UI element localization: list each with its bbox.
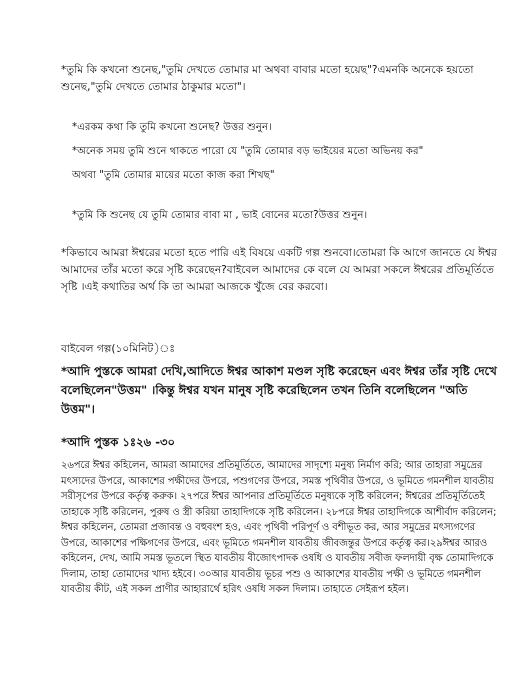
question-family-line: *তুমি কি শুনেছ যে তুমি তোমার বাবা মা , ভাই বোনের মতো?উত্তর শুনুন।	[72, 210, 368, 221]
example-mother-line: অথবা "তুমি তোমার মায়ের মতো কাজ করা শিখছ"	[72, 170, 275, 181]
intro-question-paragraph: *তুমি কি কখনো শুনেছ,"তুমি দেখতে তোমার মা অথবা বাবার মতো হয়েছ"?এমনকি অনেকে হয়তো শুনেছ,"তুমি দেখতে তোমার ঠাকুমার মতো"।	[61, 64, 474, 93]
genesis-summary-paragraph: *আদি পুস্তকে আমরা দেখি,আদিতে ঈশ্বর আকাশ মণ্ডল সৃষ্টি করেছেন এবং ঈশ্বর তাঁর সৃষ্টি দেখে বলেছিলেন"উত্তম" ।কিন্তু ঈশ্বর যখন মানুষ সৃষ্টি করেছিলেন তখন তিনি বলেছিলেন "অতি উত্তম"।	[61, 364, 497, 416]
genesis-scripture-text: ২৬পরে ঈশ্বর কহিলেন, আমরা আমাদের প্রতিমূর্তিতে, আমাদের সাদৃশ্যে মনুষ্য নির্মাণ করি; আর তাহারা সমুদ্রের মৎস্যদের উপরে, আকাশের পক্ষীদের উপরে, পশুগণের উপরে, সমস্ত পৃথিবীর উপরে, ও ভূমিতে গমনশীল যাবতীয় সরীসৃপের উপরে কর্তৃত্ব করুক। ২৭পরে ঈশ্বর আপনার প্রতিমূর্তিতে মনুষ্যকে সৃষ্টি করিলেন; ঈশ্বরের প্রতিমূর্তিতেই তাহাকে সৃষ্টি করিলেন, পুরুষ ও স্ত্রী করিয়া তাহাদিগকে সৃষ্টি করিলেন। ২৮পরে ঈশ্বর তাহাদিগকে আশীর্বাদ করিলেন; ঈশ্বর কহিলেন, তোমরা প্রজাবন্ত ও বহুবংশ হও, এবং পৃথিবী পরিপূর্ণ ও বশীভূত কর, আর সমুদ্রের মৎস্যগণের উপরে, আকাশের পক্ষিগণের উপরে, এবং ভূমিতে গমনশীল যাবতীয় জীবজন্তুর উপরে কর্তৃত্ব কর।২৯ঈশ্বর আরও কহিলেন, দেখ, আমি সমস্ত ভূতলে স্থিত যাবতীয় বীজোৎপাদক ওষধি ও যাবতীয় সবীজ ফলদায়ী বৃক্ষ তোমাদিগকে দিলাম, তাহা তোমাদের খাদ্য হইবে। ৩০আর যাবতীয় ভূচর পশু ও আকাশের যাবতীয় পক্ষী ও ভূমিতে গমনশীল যাবতীয় কীট, এই সকল প্রাণীর আহারার্থে হরিৎ ওষধি সকল দিলাম। তাহাতে সেইরূপ হইল।	[61, 460, 497, 595]
bible-story-heading: বাইবেল গল্প(১০মিনিট)ঃ	[61, 343, 175, 355]
genesis-reference-heading: *আদি পুস্তক ১ঃ২৬ -৩০	[61, 435, 176, 449]
example-brother-line: *অনেক সময় তুমি শুনে থাকতে পারো যে "তুমি তোমার বড় ভাইয়ের মতো অভিনয় কর"	[72, 146, 424, 157]
question-heard-line: *এরকম কথা কি তুমি কখনো শুনেছ? উত্তর শুনুন।	[72, 122, 272, 133]
god-likeness-paragraph: *কিভাবে আমরা ঈশ্বরের মতো হতে পারি এই বিষয়ে একটি গল্প শুনবো।তোমরা কি আগে জানতে যে ঈশ্বর আমাদের তাঁর মতো করে সৃষ্টি করেছেন?বাইবেল আমাদের কে বলে যে আমরা সকলে ঈশ্বরের প্রতিমূর্তিতে সৃষ্টি ।এই কথাতির অর্থ কি তা আমরা আজকে খুঁজে বের করবো।	[61, 247, 497, 293]
